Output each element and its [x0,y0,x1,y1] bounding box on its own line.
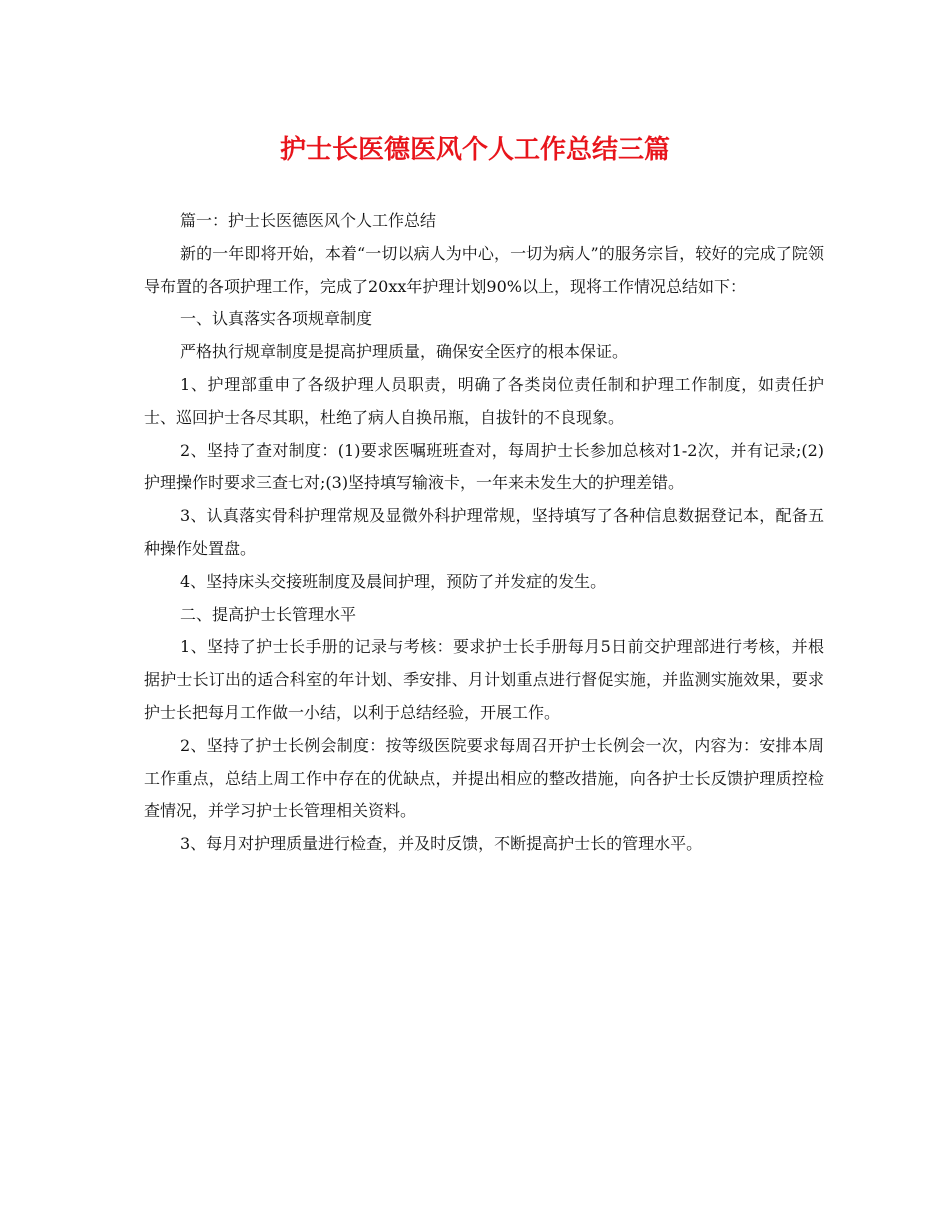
list-item: 3、每月对护理质量进行检查，并及时反馈，不断提高护士长的管理水平。 [180,834,703,854]
list-item: 3、认真落实骨科护理常规及显微外科护理常规，坚持填写了各种信息数据登记本，配备五种操作处置盘。 [144,506,824,558]
intro-paragraph: 新的一年即将开始，本着“一切以病人为中心，一切为病人”的服务宗旨，较好的完成了院领导布置的各项护理工作，完成了20xx年护理计划90%以上，现将工作情况总结如下： [144,243,824,296]
section-heading-rules: 一、认真落实各项规章制度 [180,309,373,329]
section-heading-part-one: 篇一：护士长医德医风个人工作总结 [180,211,437,230]
list-item: 2、坚持了护士长例会制度：按等级医院要求每周召开护士长例会一次，内容为：安排本周工作重点，总结上周工作中存在的优缺点，并提出相应的整改措施，向各护士长反馈护理质控检查情况，并学习护士长管理相关资料。 [144,735,824,821]
list-item: 4、坚持床头交接班制度及晨间护理，预防了并发症的发生。 [180,571,607,591]
list-item: 1、护理部重申了各级护理人员职责，明确了各类岗位责任制和护理工作制度，如责任护士、巡回护士各尽其职，杜绝了病人自换吊瓶，自拔针的不良现象。 [144,374,824,427]
list-item: 2、坚持了查对制度：(1)要求医嘱班班查对，每周护士长参加总核对1-2次，并有记录;(2)护理操作时要求三查七对;(3)坚持填写输液卡，一年来未发生大的护理差错。 [144,440,824,493]
body-paragraph: 严格执行规章制度是提高护理质量，确保安全医疗的根本保证。 [180,342,629,362]
list-item: 1、坚持了护士长手册的记录与考核：要求护士长手册每月5日前交护理部进行考核，并根据护士长订出的适合科室的年计划、季安排、月计划重点进行督促实施，并监测实施效果，要求护士长把每月工作做一小结，以利于总结经验，开展工作。 [144,637,824,722]
document-body [144,205,824,861]
section-heading-management: 二、提高护士长管理水平 [180,604,357,624]
document-title: 护士长医德医风个人工作总结三篇 [279,135,670,165]
